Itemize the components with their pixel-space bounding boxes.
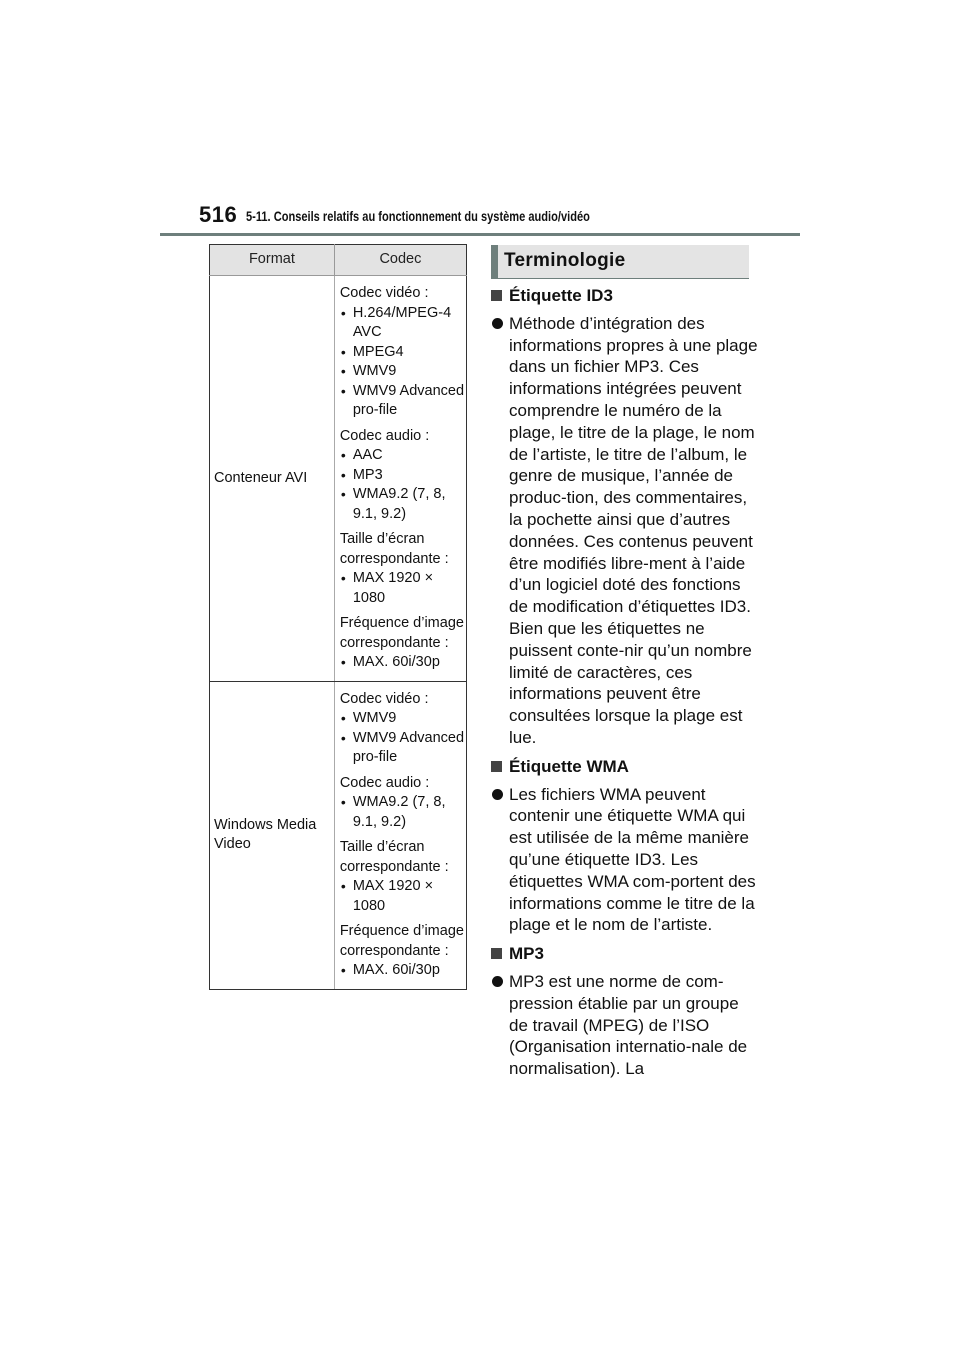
codec-block <box>340 614 466 673</box>
term-description-text: MP3 est une norme de com-pression établie par un groupe de travail (MPEG) de l’ISO (Organisation internatio-nale de normalisation). La <box>509 971 748 1079</box>
codec-list <box>340 793 466 832</box>
terminology-title: Terminologie <box>504 250 626 271</box>
codec-block-title: Codec vidéo : <box>339 285 429 301</box>
codec-list-item: • WMV9 Advanced pro-file <box>340 382 466 421</box>
codec-list-item: • WMV9 Advanced pro-file <box>340 729 466 768</box>
codec-block <box>340 774 466 833</box>
terminology-content <box>489 285 759 1087</box>
codec-list-item: • WMV9 <box>340 709 466 729</box>
term-description-text: Méthode d’intégration des informations propres à une plage dans un fichier MP3. Ces informations intégrées peuvent comprendre le numéro de la plage, le titre de la plage, le nom de l’artiste, le titre de l’album, le genre de musique, l’année de produc-tion, des commentaires, la pochette ainsi que d’autres données. Ces contenus peuvent être modifiés libre-ment à l’aide d’un logiciel doté des fonctions de modification d’étiquettes ID3. Bien que les étiquettes ne puissent conte-nir qu’un nombre limité de caractères, ces informations peuvent être consultées lorsque la plage est lue. <box>509 313 758 747</box>
square-bullet-icon <box>491 761 502 772</box>
codec-block <box>340 922 466 981</box>
term-description <box>489 313 759 749</box>
term-heading-label: Étiquette ID3 <box>509 286 613 305</box>
format-cell: Conteneur AVI <box>210 276 335 682</box>
codec-cell <box>334 681 466 989</box>
codec-list-item: • MPEG4 <box>340 343 466 363</box>
term-description <box>489 971 759 1080</box>
codec-list <box>340 877 466 916</box>
codec-block-title: Fréquence d’image correspondante : <box>339 923 464 959</box>
codec-list-item: • WMA9.2 (7, 8, 9.1, 9.2) <box>340 485 466 524</box>
codec-list-item: • MAX. 60i/30p <box>340 653 466 673</box>
header-divider <box>160 233 800 236</box>
codec-list <box>340 446 466 524</box>
page-number: 516 <box>199 202 238 227</box>
square-bullet-icon <box>491 290 502 301</box>
section-title: 5-11. Conseils relatifs au fonctionnement du système audio/vidéo <box>246 209 590 224</box>
term-heading-label: MP3 <box>509 944 544 964</box>
term-description-text: Les fichiers WMA peuvent contenir une étiquette WMA qui est utilisée de la même manière qu’une étiquette ID3. Les étiquettes WMA com-portent des informations comme le titre de la plage et le nom de l’artiste. <box>509 784 756 935</box>
codec-list-item: • WMA9.2 (7, 8, 9.1, 9.2) <box>340 793 466 832</box>
column-header-format: Format <box>210 245 335 276</box>
term-heading <box>489 285 759 307</box>
codec-table <box>209 244 467 990</box>
round-bullet-icon <box>492 789 503 800</box>
table-row <box>210 276 467 682</box>
codec-list-item: • MAX 1920 × 1080 <box>340 569 466 608</box>
term-description <box>489 784 759 937</box>
codec-list <box>340 709 466 768</box>
codec-block <box>340 530 466 608</box>
codec-block-title: Fréquence d’image correspondante : <box>339 615 464 651</box>
term-heading-label: Étiquette WMA <box>509 756 629 776</box>
codec-list-item: • MAX. 60i/30p <box>340 961 466 981</box>
term-heading <box>489 756 759 778</box>
format-cell: Windows Media Video <box>210 681 335 989</box>
codec-block-title: Taille d’écran correspondante : <box>339 839 449 875</box>
table-row <box>210 681 467 989</box>
codec-list <box>340 304 466 421</box>
codec-block <box>340 838 466 916</box>
codec-list <box>340 961 466 981</box>
codec-list-item: • H.264/MPEG-4 AVC <box>340 304 466 343</box>
codec-block-title: Codec vidéo : <box>339 690 429 707</box>
table-header-row <box>210 245 467 276</box>
column-header-codec: Codec <box>334 245 466 276</box>
codec-list-item: • MP3 <box>340 466 466 486</box>
codec-block-title: Taille d’écran correspondante : <box>339 531 449 567</box>
heading-accent-bar <box>491 245 498 279</box>
codec-list <box>340 653 466 673</box>
codec-block-title: Codec audio : <box>339 427 430 444</box>
codec-block-title: Codec audio : <box>339 774 430 791</box>
codec-block <box>340 427 466 525</box>
square-bullet-icon <box>491 948 502 959</box>
codec-list-item: • AAC <box>340 446 466 466</box>
codec-list-item: • MAX 1920 × 1080 <box>340 877 466 916</box>
codec-list <box>340 569 466 608</box>
codec-block <box>340 690 466 768</box>
codec-list-item: • WMV9 <box>340 362 466 382</box>
codec-cell <box>334 276 466 682</box>
term-heading <box>489 943 759 965</box>
terminology-heading-box <box>491 245 749 279</box>
round-bullet-icon <box>492 318 503 329</box>
codec-block <box>340 284 466 421</box>
round-bullet-icon <box>492 976 503 987</box>
